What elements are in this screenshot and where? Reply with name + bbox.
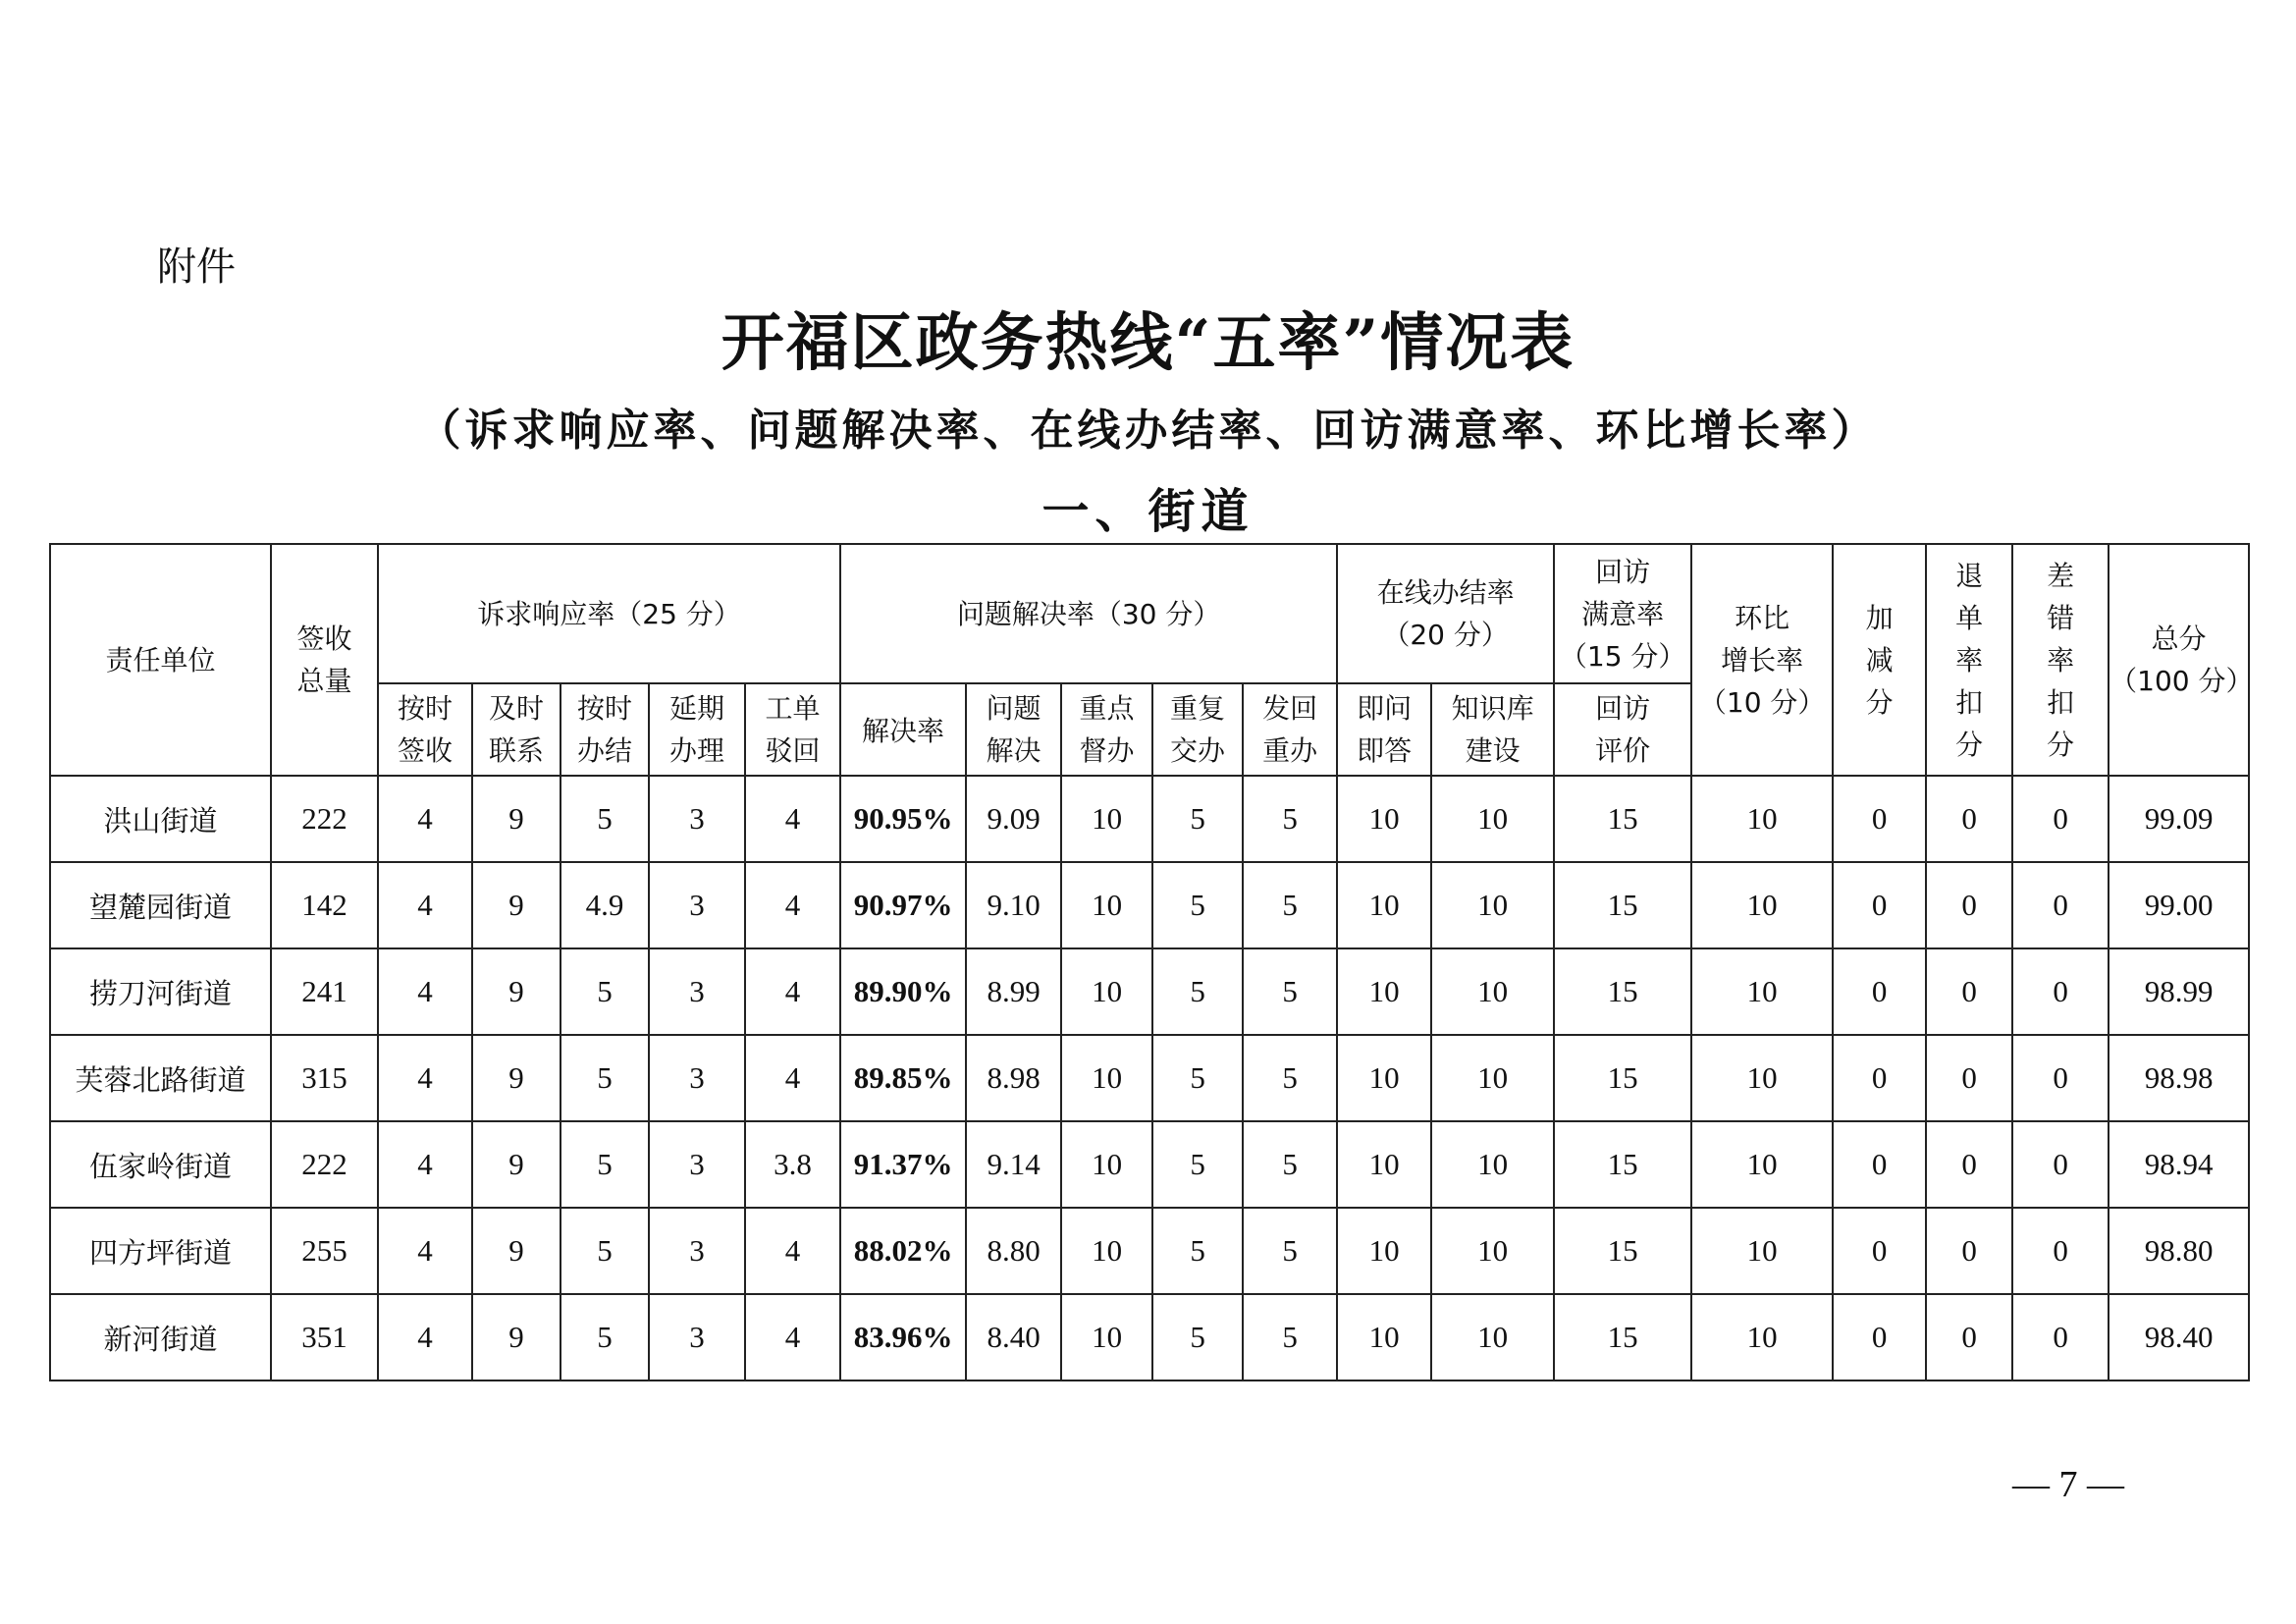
cell-growth: 10 [1691, 776, 1833, 862]
page-title: 开福区政务热线“五率”情况表 [721, 306, 1575, 380]
header-response-group: 诉求响应率（25 分） [378, 544, 840, 683]
cell-sign-on-time: 4 [378, 776, 472, 862]
cell-returned-redo: 5 [1243, 1035, 1337, 1121]
cell-problem-solve: 9.10 [966, 862, 1061, 948]
cell-instant-answer: 10 [1337, 948, 1431, 1035]
attachment-label: 附件 [157, 244, 236, 290]
cell-kb-build: 10 [1431, 776, 1554, 862]
cell-plusminus: 0 [1833, 776, 1926, 862]
cell-rejection: 4 [745, 776, 840, 862]
cell-return-deduct: 0 [1926, 1035, 2012, 1121]
cell-plusminus: 0 [1833, 1121, 1926, 1208]
cell-unit: 新河街道 [50, 1294, 271, 1380]
cell-instant-answer: 10 [1337, 776, 1431, 862]
cell-return-eval: 15 [1554, 1208, 1691, 1294]
cell-timely-contact: 9 [472, 776, 561, 862]
cell-sign-on-time: 4 [378, 948, 472, 1035]
cell-instant-answer: 10 [1337, 1208, 1431, 1294]
cell-problem-solve: 9.09 [966, 776, 1061, 862]
header-return-deduct: 退 单 率 扣 分 [1926, 544, 2012, 776]
cell-key-supervise: 10 [1061, 1294, 1152, 1380]
cell-returned-redo: 5 [1243, 1121, 1337, 1208]
cell-total: 222 [271, 776, 378, 862]
cell-total: 241 [271, 948, 378, 1035]
page-number: — 7 — [2012, 1464, 2124, 1505]
cell-solve-rate: 89.90% [840, 948, 966, 1035]
cell-error-deduct: 0 [2012, 948, 2109, 1035]
cell-growth: 10 [1691, 1035, 1833, 1121]
table-row [50, 1121, 2249, 1208]
cell-extension: 3 [649, 1121, 745, 1208]
cell-extension: 3 [649, 1208, 745, 1294]
section-title: 一、街道 [1041, 484, 1255, 539]
cell-timely-contact: 9 [472, 948, 561, 1035]
cell-unit: 芙蓉北路街道 [50, 1035, 271, 1121]
cell-repeat-assign: 5 [1152, 1035, 1243, 1121]
header-plusminus: 加 减 分 [1833, 544, 1926, 776]
cell-error-deduct: 0 [2012, 1121, 2109, 1208]
header-kb-build: 知识库 建设 [1431, 683, 1554, 776]
cell-return-deduct: 0 [1926, 1121, 2012, 1208]
cell-rejection: 4 [745, 1035, 840, 1121]
cell-rejection: 4 [745, 1208, 840, 1294]
cell-unit: 捞刀河街道 [50, 948, 271, 1035]
cell-return-eval: 15 [1554, 948, 1691, 1035]
cell-total-score: 99.00 [2109, 862, 2249, 948]
cell-kb-build: 10 [1431, 1208, 1554, 1294]
table-row [50, 1208, 2249, 1294]
cell-growth: 10 [1691, 1208, 1833, 1294]
header-on-time-close: 按时 办结 [561, 683, 649, 776]
cell-solve-rate: 88.02% [840, 1208, 966, 1294]
cell-repeat-assign: 5 [1152, 1294, 1243, 1380]
cell-total-score: 98.99 [2109, 948, 2249, 1035]
cell-key-supervise: 10 [1061, 1121, 1152, 1208]
table-row [50, 1035, 2249, 1121]
cell-key-supervise: 10 [1061, 1208, 1152, 1294]
cell-return-eval: 15 [1554, 1121, 1691, 1208]
cell-repeat-assign: 5 [1152, 862, 1243, 948]
table-row [50, 862, 2249, 948]
cell-plusminus: 0 [1833, 1035, 1926, 1121]
header-error-deduct: 差 错 率 扣 分 [2012, 544, 2109, 776]
header-total-score: 总分 （100 分） [2109, 544, 2249, 776]
cell-on-time-close: 5 [561, 1208, 649, 1294]
cell-on-time-close: 5 [561, 1121, 649, 1208]
cell-total-score: 98.94 [2109, 1121, 2249, 1208]
cell-key-supervise: 10 [1061, 862, 1152, 948]
header-timely-contact: 及时 联系 [472, 683, 561, 776]
cell-extension: 3 [649, 862, 745, 948]
header-repeat-assign: 重复 交办 [1152, 683, 1243, 776]
cell-timely-contact: 9 [472, 1121, 561, 1208]
cell-timely-contact: 9 [472, 1294, 561, 1380]
header-extension: 延期 办理 [649, 683, 745, 776]
header-rejection: 工单 驳回 [745, 683, 840, 776]
header-unit: 责任单位 [50, 544, 271, 776]
cell-problem-solve: 8.80 [966, 1208, 1061, 1294]
cell-timely-contact: 9 [472, 862, 561, 948]
cell-kb-build: 10 [1431, 862, 1554, 948]
header-solve-group: 问题解决率（30 分） [840, 544, 1337, 683]
cell-total: 351 [271, 1294, 378, 1380]
cell-instant-answer: 10 [1337, 1294, 1431, 1380]
cell-on-time-close: 5 [561, 1294, 649, 1380]
cell-error-deduct: 0 [2012, 862, 2109, 948]
cell-return-deduct: 0 [1926, 948, 2012, 1035]
cell-sign-on-time: 4 [378, 1208, 472, 1294]
header-growth: 环比 增长率 （10 分） [1691, 544, 1833, 776]
cell-sign-on-time: 4 [378, 1121, 472, 1208]
cell-return-deduct: 0 [1926, 1208, 2012, 1294]
cell-return-deduct: 0 [1926, 776, 2012, 862]
cell-sign-on-time: 4 [378, 1035, 472, 1121]
cell-extension: 3 [649, 776, 745, 862]
cell-rejection: 4 [745, 1294, 840, 1380]
cell-problem-solve: 9.14 [966, 1121, 1061, 1208]
cell-on-time-close: 5 [561, 776, 649, 862]
header-sign-on-time: 按时 签收 [378, 683, 472, 776]
cell-return-eval: 15 [1554, 1294, 1691, 1380]
cell-total: 315 [271, 1035, 378, 1121]
cell-total-score: 99.09 [2109, 776, 2249, 862]
cell-key-supervise: 10 [1061, 776, 1152, 862]
cell-plusminus: 0 [1833, 1294, 1926, 1380]
cell-rejection: 4 [745, 948, 840, 1035]
cell-solve-rate: 91.37% [840, 1121, 966, 1208]
cell-problem-solve: 8.99 [966, 948, 1061, 1035]
cell-extension: 3 [649, 948, 745, 1035]
header-key-supervise: 重点 督办 [1061, 683, 1152, 776]
cell-sign-on-time: 4 [378, 862, 472, 948]
header-problem-solve: 问题 解决 [966, 683, 1061, 776]
cell-total-score: 98.80 [2109, 1208, 2249, 1294]
header-total: 签收 总量 [271, 544, 378, 776]
cell-error-deduct: 0 [2012, 1035, 2109, 1121]
cell-on-time-close: 4.9 [561, 862, 649, 948]
cell-total: 142 [271, 862, 378, 948]
cell-kb-build: 10 [1431, 1294, 1554, 1380]
cell-kb-build: 10 [1431, 1121, 1554, 1208]
cell-total: 255 [271, 1208, 378, 1294]
cell-total: 222 [271, 1121, 378, 1208]
score-table [49, 543, 2254, 1381]
cell-returned-redo: 5 [1243, 1208, 1337, 1294]
header-solve-rate: 解决率 [840, 683, 966, 776]
cell-return-deduct: 0 [1926, 1294, 2012, 1380]
cell-extension: 3 [649, 1294, 745, 1380]
cell-repeat-assign: 5 [1152, 776, 1243, 862]
cell-timely-contact: 9 [472, 1035, 561, 1121]
cell-kb-build: 10 [1431, 1035, 1554, 1121]
cell-solve-rate: 89.85% [840, 1035, 966, 1121]
cell-return-eval: 15 [1554, 1035, 1691, 1121]
cell-total-score: 98.98 [2109, 1035, 2249, 1121]
cell-solve-rate: 90.97% [840, 862, 966, 948]
table-row [50, 948, 2249, 1035]
cell-timely-contact: 9 [472, 1208, 561, 1294]
cell-on-time-close: 5 [561, 1035, 649, 1121]
cell-returned-redo: 5 [1243, 862, 1337, 948]
header-online-group: 在线办结率 （20 分） [1337, 544, 1554, 683]
cell-plusminus: 0 [1833, 862, 1926, 948]
cell-growth: 10 [1691, 948, 1833, 1035]
cell-on-time-close: 5 [561, 948, 649, 1035]
cell-returned-redo: 5 [1243, 776, 1337, 862]
cell-plusminus: 0 [1833, 948, 1926, 1035]
cell-returned-redo: 5 [1243, 1294, 1337, 1380]
cell-kb-build: 10 [1431, 948, 1554, 1035]
cell-rejection: 4 [745, 862, 840, 948]
page-subtitle: （诉求响应率、问题解决率、在线办结率、回访满意率、环比增长率） [417, 406, 1879, 456]
cell-repeat-assign: 5 [1152, 1121, 1243, 1208]
cell-growth: 10 [1691, 1294, 1833, 1380]
cell-rejection: 3.8 [745, 1121, 840, 1208]
cell-return-deduct: 0 [1926, 862, 2012, 948]
cell-error-deduct: 0 [2012, 1208, 2109, 1294]
cell-key-supervise: 10 [1061, 948, 1152, 1035]
cell-unit: 四方坪街道 [50, 1208, 271, 1294]
cell-problem-solve: 8.98 [966, 1035, 1061, 1121]
header-return-eval: 回访 评价 [1554, 683, 1691, 776]
cell-repeat-assign: 5 [1152, 1208, 1243, 1294]
table-row [50, 1294, 2249, 1380]
cell-sign-on-time: 4 [378, 1294, 472, 1380]
cell-return-eval: 15 [1554, 776, 1691, 862]
header-instant-answer: 即问 即答 [1337, 683, 1431, 776]
cell-growth: 10 [1691, 1121, 1833, 1208]
cell-repeat-assign: 5 [1152, 948, 1243, 1035]
cell-extension: 3 [649, 1035, 745, 1121]
cell-solve-rate: 83.96% [840, 1294, 966, 1380]
cell-problem-solve: 8.40 [966, 1294, 1061, 1380]
cell-unit: 望麓园街道 [50, 862, 271, 948]
header-returned-redo: 发回 重办 [1243, 683, 1337, 776]
cell-instant-answer: 10 [1337, 862, 1431, 948]
cell-instant-answer: 10 [1337, 1121, 1431, 1208]
header-satisfaction-group: 回访 满意率 （15 分） [1554, 544, 1691, 683]
cell-growth: 10 [1691, 862, 1833, 948]
cell-unit: 伍家岭街道 [50, 1121, 271, 1208]
table-row [50, 776, 2249, 862]
cell-error-deduct: 0 [2012, 776, 2109, 862]
cell-return-eval: 15 [1554, 862, 1691, 948]
cell-total-score: 98.40 [2109, 1294, 2249, 1380]
cell-plusminus: 0 [1833, 1208, 1926, 1294]
cell-unit: 洪山街道 [50, 776, 271, 862]
cell-key-supervise: 10 [1061, 1035, 1152, 1121]
cell-returned-redo: 5 [1243, 948, 1337, 1035]
cell-error-deduct: 0 [2012, 1294, 2109, 1380]
cell-instant-answer: 10 [1337, 1035, 1431, 1121]
cell-solve-rate: 90.95% [840, 776, 966, 862]
